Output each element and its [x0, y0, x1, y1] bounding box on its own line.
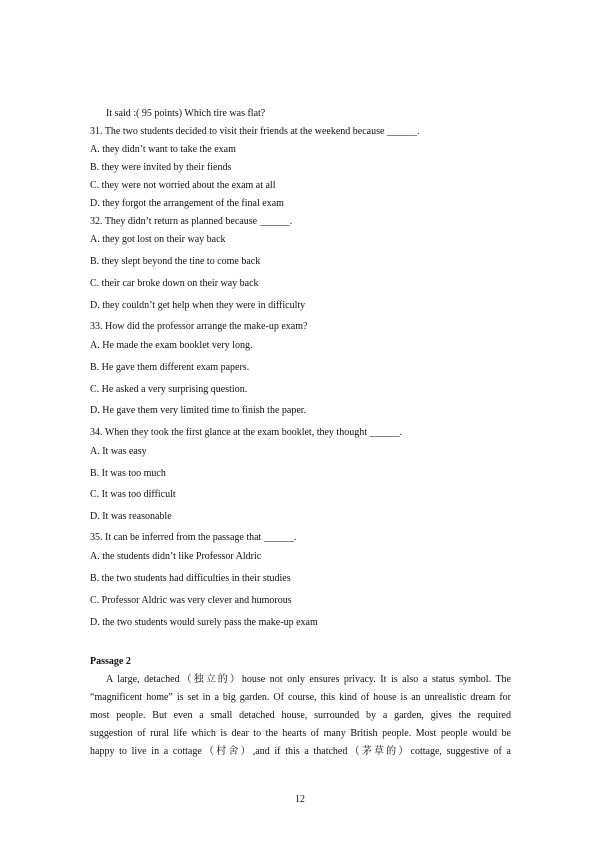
question-35-option-b: B. the two students had difficulties in their studies: [90, 573, 291, 584]
question-35-option-a: A. the students didn’t like Professor Aldric: [90, 551, 262, 562]
question-31-option-c: C. they were not worried about the exam at all: [90, 180, 276, 191]
question-32-option-b: B. they slept beyond the tine to come back: [90, 256, 261, 267]
question-34-option-d: D. It was reasonable: [90, 511, 172, 522]
question-34-option-b: B. It was too much: [90, 468, 166, 479]
question-33-option-c: C. He asked a very surprising question.: [90, 384, 248, 395]
question-31-option-d: D. they forgot the arrangement of the final exam: [90, 198, 284, 209]
question-33-option-a: A. He made the exam booklet very long.: [90, 340, 253, 351]
question-34-stem: 34. When they took the first glance at the exam booklet, they thought ______.: [90, 427, 402, 438]
page-number: 12: [295, 794, 305, 805]
intro-line: It said :( 95 points) Which tire was flat?: [106, 108, 266, 119]
question-31-stem: 31. The two students decided to visit their friends at the weekend because ______.: [90, 126, 420, 137]
question-32-option-a: A. they got lost on their way back: [90, 234, 226, 245]
question-32-option-d: D. they couldn’t get help when they were in difficulty: [90, 300, 306, 311]
question-33-option-b: B. He gave them different exam papers.: [90, 362, 250, 373]
passage-line-4: suggestion of rural life which is dear to the hearts of many British people. Most people would be: [90, 728, 511, 739]
question-32-stem: 32. They didn’t return as planned because ______.: [90, 216, 293, 227]
passage-line-5: happy to live in a cottage（村舍）,and if this a thatched（茅草的）cottage, suggestive of a: [90, 746, 511, 757]
question-31-option-b: B. they were invited by their fiends: [90, 162, 232, 173]
passage-title: Passage 2: [90, 656, 131, 667]
passage-line-3: most people. But even a small detached house, surrounded by a garden, gives the required: [90, 710, 511, 721]
question-31-option-a: A. they didn’t want to take the exam: [90, 144, 236, 155]
question-34-option-c: C. It was too difficult: [90, 489, 176, 500]
question-35-option-c: C. Professor Aldric was very clever and humorous: [90, 595, 292, 606]
question-33-stem: 33. How did the professor arrange the make-up exam?: [90, 321, 308, 332]
question-33-option-d: D. He gave them very limited time to finish the paper.: [90, 405, 307, 416]
question-35-option-d: D. the two students would surely pass the make-up exam: [90, 617, 318, 628]
question-35-stem: 35. It can be inferred from the passage that ______.: [90, 532, 297, 543]
passage-line-1: A large, detached（独立的）house not only ensures privacy. It is also a status symbol. The: [106, 674, 511, 685]
question-34-option-a: A. It was easy: [90, 446, 147, 457]
question-32-option-c: C. their car broke down on their way back: [90, 278, 259, 289]
passage-line-2: “magnificent home” is set in a big garden. Of course, this kind of house is an unrealistic dream for: [90, 692, 511, 703]
